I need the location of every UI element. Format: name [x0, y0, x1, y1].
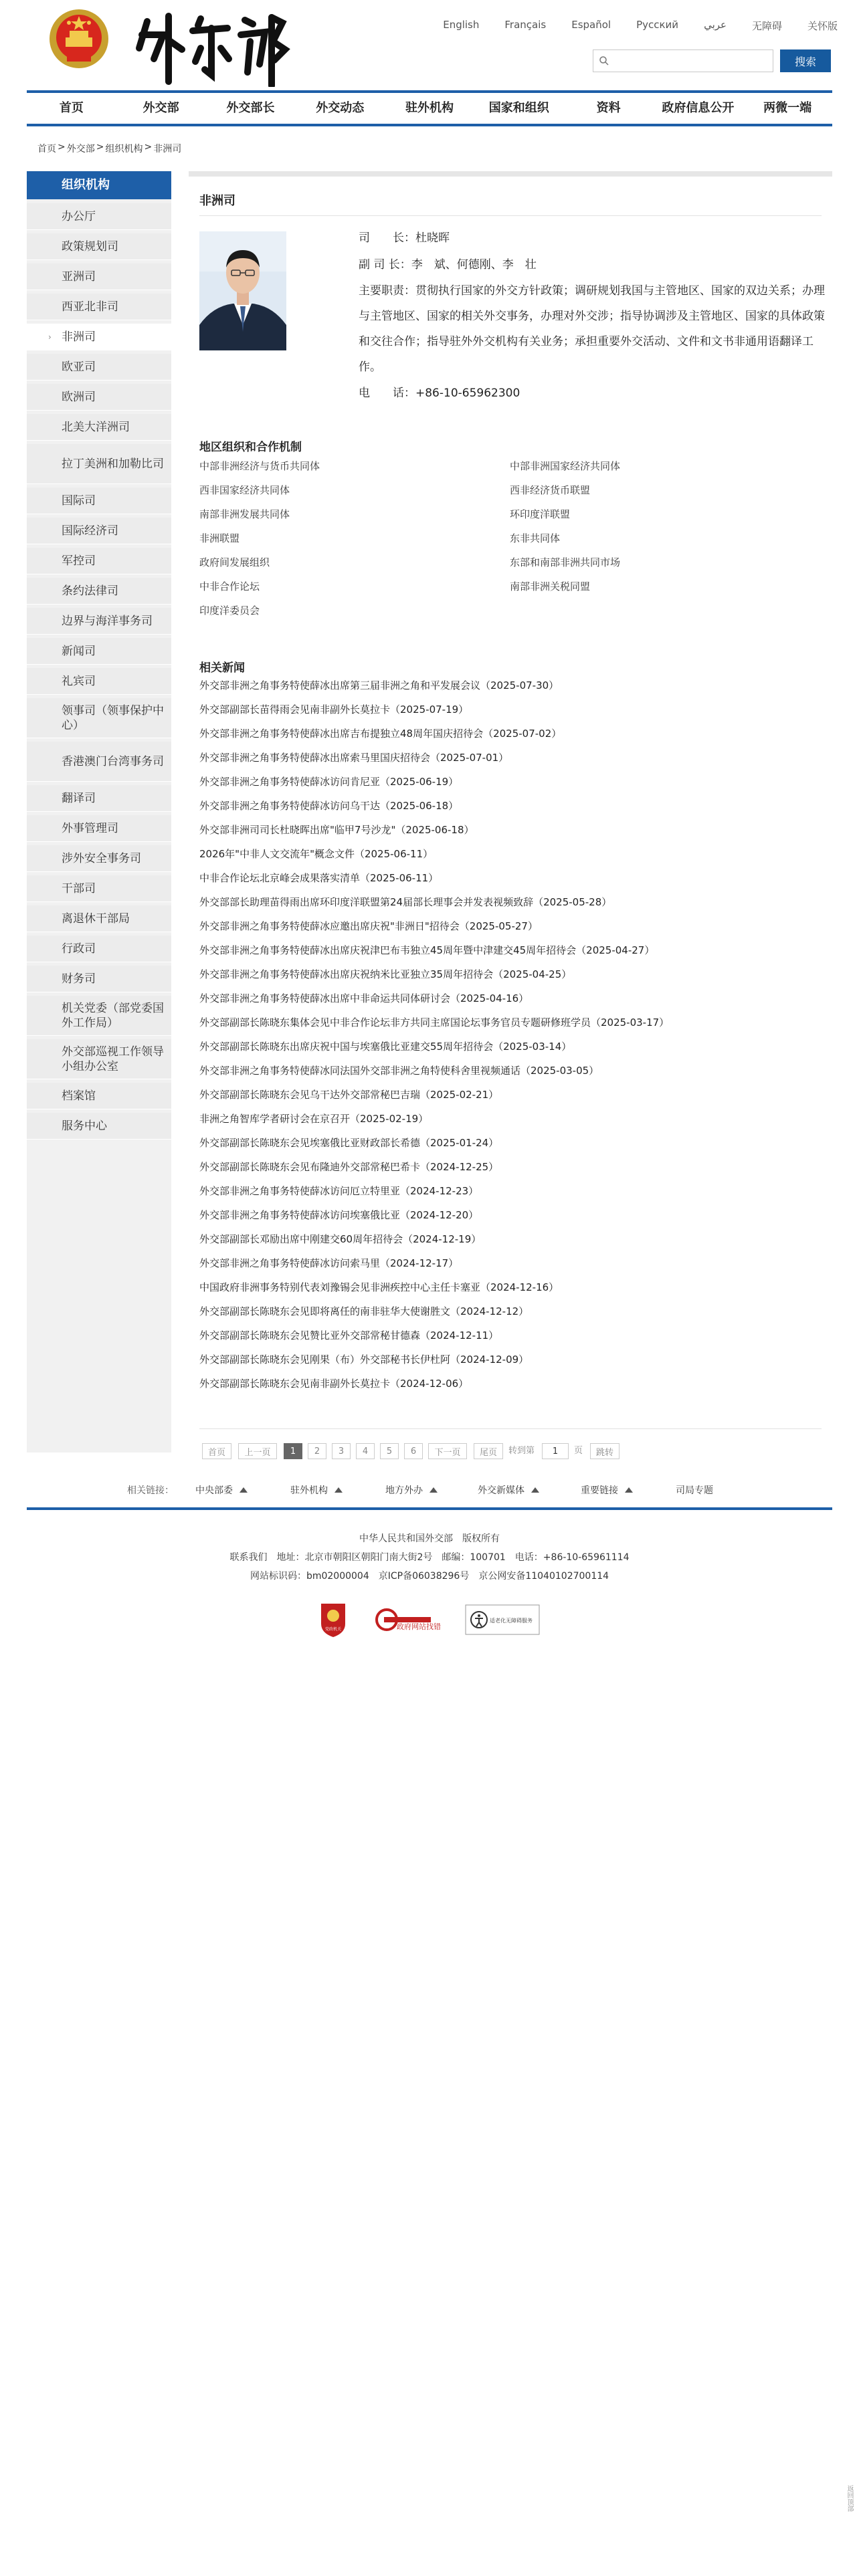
sidebar-item-label: 条约法律司 [62, 584, 118, 598]
breadcrumb-current[interactable]: 非洲司 [153, 144, 182, 154]
news-item[interactable]: 外交部非洲之角事务特使薛冰出席吉布提独立48周年国庆招待会（2025-07-02） [199, 728, 562, 740]
brand-calligraphy-logo[interactable] [134, 8, 294, 87]
pager-goto-label: 转到第 [508, 1446, 535, 1456]
news-item[interactable]: 外交部非洲之角事务特使薛冰出席庆祝纳米比亚独立35周年招待会（2025-04-25） [199, 968, 572, 980]
org-link[interactable]: 印度洋委员会 [199, 605, 260, 617]
news-item[interactable]: 外交部副部长陈晓东会见埃塞俄比亚财政部长希德（2025-01-24） [199, 1137, 499, 1149]
breadcrumb-separator: > [144, 142, 153, 152]
sidebar-item[interactable] [27, 742, 171, 782]
sidebar-item[interactable] [27, 444, 171, 484]
sidebar-item-label: 外交部巡视工作领导小组办公室 [62, 1045, 164, 1073]
sidebar-item-label: 亚洲司 [62, 270, 96, 284]
sidebar-item-label: 干部司 [62, 881, 96, 895]
news-item[interactable]: 中国政府非洲事务特别代表刘豫锡会见非洲疾控中心主任卡塞亚（2024-12-16） [199, 1281, 559, 1293]
lang-elderly-mode[interactable]: 关怀版 [807, 20, 838, 32]
sidebar-item-label: 欧亚司 [62, 360, 96, 374]
nav-countries-organizations[interactable]: 国家和组织 [488, 101, 549, 115]
search-input[interactable] [613, 53, 770, 69]
sidebar-item-label: 机关党委（部党委国外工作局） [62, 1001, 164, 1030]
pager-page[interactable]: 1 [284, 1443, 302, 1459]
pager-page-unit: 页 [574, 1446, 583, 1456]
badge-text: 党政机关 [324, 1627, 342, 1632]
news-item[interactable]: 外交部副部长陈晓东会见即将离任的南非驻华大使谢胜文（2024-12-12） [199, 1305, 529, 1317]
sidebar-item[interactable] [27, 608, 171, 635]
sidebar-item[interactable] [27, 905, 171, 932]
news-item[interactable]: 外交部副部长陈晓东会见赞比亚外交部常秘甘德森（2024-12-11） [199, 1329, 499, 1341]
sidebar-item[interactable] [27, 488, 171, 514]
footer-badges [317, 1601, 545, 1638]
link-important[interactable] [581, 1483, 633, 1497]
site-header [0, 0, 859, 87]
sidebar-item[interactable] [27, 668, 171, 695]
sidebar-item-label: 翻译司 [62, 791, 96, 805]
sidebar-item[interactable] [27, 324, 171, 350]
sidebar-item-label: 财务司 [62, 972, 96, 986]
org-link[interactable]: 中部非洲经济与货币共同体 [199, 460, 320, 472]
content-top-bar [189, 171, 832, 177]
nav-home[interactable]: 首页 [59, 101, 84, 115]
lang-english[interactable]: English [443, 19, 480, 31]
link-central-ministries[interactable] [195, 1483, 248, 1497]
sidebar-item[interactable] [27, 785, 171, 812]
org-link[interactable]: 南部非洲发展共同体 [199, 508, 290, 520]
nav-ministry[interactable]: 外交部 [142, 101, 179, 115]
lang-spanish[interactable]: Español [571, 19, 611, 31]
pagination [199, 1428, 822, 1458]
sidebar-item[interactable] [27, 203, 171, 230]
gov-website-error-report-icon[interactable] [373, 1605, 443, 1634]
org-link[interactable]: 西非国家经济共同体 [199, 484, 290, 496]
caret-up-icon [531, 1487, 539, 1493]
sidebar-item[interactable] [27, 1039, 171, 1079]
caret-up-icon [240, 1487, 248, 1493]
nav-missions-abroad[interactable]: 驻外机构 [405, 101, 454, 115]
news-item[interactable]: 外交部非洲之角事务特使薛冰出席中非命运共同体研讨会（2025-04-16） [199, 992, 529, 1004]
sidebar-item-label: 北美大洋洲司 [62, 420, 130, 434]
news-item[interactable]: 外交部副部长陈晓东集体会见中非合作论坛非方共同主席国论坛事务官员专题研修班学员（2025-03-17） [199, 1016, 670, 1029]
sidebar [27, 171, 171, 1453]
sidebar-item-label: 涉外安全事务司 [62, 851, 141, 865]
lang-arabic[interactable]: عربي [704, 19, 727, 31]
link-label: 重要链接 [581, 1485, 618, 1496]
director-row [359, 225, 827, 251]
deputy-names: 李 斌、何德刚、李 壮 [411, 258, 537, 272]
party-government-badge-icon[interactable] [321, 1604, 345, 1637]
caret-up-icon [335, 1487, 343, 1493]
sidebar-item[interactable] [27, 936, 171, 962]
sidebar-item-label: 档案馆 [62, 1089, 96, 1103]
chevron-right-icon: › [48, 332, 52, 342]
deputy-label: 副 司 长： [359, 258, 411, 272]
accessibility-service-icon[interactable] [466, 1605, 539, 1634]
search-bar [593, 49, 831, 72]
news-section-title: 相关新闻 [199, 661, 245, 675]
link-missions-abroad[interactable] [290, 1483, 343, 1497]
link-label: 外交新媒体 [478, 1485, 524, 1496]
main-nav [27, 90, 832, 126]
pager-go-button[interactable]: 跳转 [590, 1443, 619, 1459]
pager-page[interactable]: 5 [380, 1443, 399, 1459]
breadcrumb-ministry[interactable]: 外交部 [66, 144, 95, 154]
org-link[interactable]: 西非经济货币联盟 [510, 484, 591, 496]
duties-label: 主要职责： [359, 284, 415, 298]
org-link[interactable]: 东非共同体 [510, 532, 561, 544]
news-item[interactable]: 外交部非洲之角事务特使薛冰访问厄立特里亚（2024-12-23） [199, 1185, 479, 1197]
sidebar-item[interactable] [27, 233, 171, 260]
pagination-divider [199, 1428, 822, 1429]
search-box [593, 49, 773, 72]
news-item[interactable]: 外交部副部长邓励出席中刚建交60周年招待会（2024-12-19） [199, 1233, 482, 1245]
news-item[interactable]: 外交部非洲之角事务特使薛冰同法国外交部非洲之角特使科舍里视频通话（2025-03-05） [199, 1065, 599, 1077]
sidebar-item-label: 礼宾司 [62, 674, 96, 688]
news-item[interactable]: 中非合作论坛北京峰会成果落实清单（2025-06-11） [199, 872, 439, 884]
director-name: 杜晓晖 [415, 231, 450, 245]
duties-row [359, 278, 827, 380]
sidebar-item[interactable] [27, 384, 171, 411]
sidebar-item[interactable] [27, 354, 171, 381]
sidebar-item[interactable] [27, 996, 171, 1036]
org-link[interactable]: 中非合作论坛 [199, 580, 260, 593]
department-info [359, 225, 827, 407]
sidebar-item[interactable] [27, 875, 171, 902]
sidebar-item[interactable] [27, 578, 171, 605]
nav-resources[interactable]: 资料 [596, 101, 621, 115]
news-item[interactable]: 外交部非洲司司长杜晓晖出席"临甲7号沙龙"（2025-06-18） [199, 824, 474, 836]
related-links-bar [27, 1471, 832, 1510]
badge-text: 适老化无障碍服务 [490, 1618, 533, 1624]
sidebar-item[interactable] [27, 698, 171, 738]
deputy-row [359, 251, 827, 278]
director-photo [199, 231, 286, 350]
national-emblem-icon[interactable] [47, 7, 111, 71]
sidebar-item[interactable] [27, 294, 171, 320]
pager-goto-input[interactable]: 1 [542, 1443, 569, 1459]
sidebar-item-label: 香港澳门台湾事务司 [62, 754, 164, 768]
news-item[interactable]: 外交部非洲之角事务特使薛冰出席第三届非洲之角和平发展会议（2025-07-30） [199, 679, 559, 691]
pager-first[interactable]: 首页 [202, 1443, 231, 1459]
sidebar-item[interactable] [27, 518, 171, 544]
search-icon [599, 56, 609, 66]
link-local-foreign-affairs[interactable] [385, 1483, 438, 1497]
sidebar-item-label: 西亚北非司 [62, 300, 118, 314]
news-item[interactable]: 外交部非洲之角事务特使薛冰出席庆祝津巴布韦独立45周年暨中津建交45周年招待会（2025-04-27） [199, 944, 655, 956]
news-item[interactable]: 外交部非洲之角事务特使薛冰访问埃塞俄比亚（2024-12-20） [199, 1209, 479, 1221]
sidebar-item-label: 军控司 [62, 554, 96, 568]
nav-minister[interactable]: 外交部长 [226, 101, 275, 115]
news-item[interactable]: 外交部非洲之角事务特使薛冰访问索马里（2024-12-17） [199, 1257, 459, 1269]
news-item[interactable]: 外交部副部长陈晓东会见南非副外长莫拉卡（2024-12-06） [199, 1378, 469, 1390]
link-label: 地方外办 [385, 1485, 423, 1496]
sidebar-item[interactable] [27, 638, 171, 665]
sidebar-item-label: 领事司（领事保护中心） [62, 704, 164, 732]
sidebar-item-label: 国际经济司 [62, 524, 118, 538]
footer-registration: 网站标识码：bm02000004 京ICP备06038296号 京公网安备11040102700114 [250, 1571, 609, 1582]
sidebar-item-label: 国际司 [62, 494, 96, 508]
pager-page[interactable]: 4 [356, 1443, 375, 1459]
related-links-label: 相关链接： [127, 1485, 174, 1496]
news-item[interactable]: 非洲之角智库学者研讨会在京召开（2025-02-19） [199, 1113, 429, 1125]
sidebar-item-label: 欧洲司 [62, 390, 96, 404]
breadcrumb-organization[interactable]: 组织机构 [105, 144, 143, 154]
footer-contact: 联系我们 地址：北京市朝阳区朝阳门南大街2号 邮编：100701 电话：+86-10-65961114 [229, 1552, 630, 1563]
news-item[interactable]: 外交部非洲之角事务特使薛冰访问肯尼亚（2025-06-19） [199, 776, 459, 788]
language-switcher [417, 19, 838, 33]
phone-label: 电 话： [359, 387, 415, 400]
news-item[interactable]: 外交部非洲之角事务特使薛冰访问乌干达（2025-06-18） [199, 800, 459, 812]
sidebar-item-label: 外事管理司 [62, 821, 118, 835]
search-button[interactable]: 搜索 [780, 49, 831, 72]
org-link[interactable]: 非洲联盟 [199, 532, 240, 544]
sidebar-item-label: 服务中心 [62, 1119, 107, 1133]
badge-text: 政府网站找错 [397, 1622, 441, 1631]
sidebar-item[interactable] [27, 1083, 171, 1109]
breadcrumb-home[interactable]: 首页 [37, 144, 56, 154]
org-link[interactable]: 中部非洲国家经济共同体 [510, 460, 621, 472]
news-item[interactable]: 外交部副部长陈晓东会见刚果（布）外交部秘书长伊杜阿（2024-12-09） [199, 1354, 529, 1366]
news-item[interactable]: 外交部副部长陈晓东出席庆祝中国与埃塞俄比亚建交55周年招待会（2025-03-14） [199, 1041, 572, 1053]
title-divider [199, 215, 822, 216]
news-item[interactable]: 外交部部长助理苗得雨出席环印度洋联盟第24届部长理事会并发表视频致辞（2025-05-28） [199, 896, 612, 908]
pager-page[interactable]: 2 [308, 1443, 326, 1459]
news-item[interactable]: 外交部非洲之角事务特使薛冰出席索马里国庆招待会（2025-07-01） [199, 752, 509, 764]
orgs-section-title: 地区组织和合作机制 [199, 441, 302, 454]
sidebar-item-label: 非洲司 [62, 330, 96, 344]
lang-french[interactable]: Français [504, 19, 547, 31]
sidebar-item-label: 办公厅 [62, 209, 96, 223]
sidebar-item[interactable] [27, 1113, 171, 1140]
caret-up-icon [430, 1487, 438, 1493]
org-link[interactable]: 政府间发展组织 [199, 556, 270, 568]
pager-prev[interactable]: 上一页 [238, 1443, 277, 1459]
news-item[interactable]: 外交部副部长陈晓东会见乌干达外交部常秘巴吉瑞（2025-02-21） [199, 1089, 499, 1101]
sidebar-item[interactable] [27, 845, 171, 872]
sidebar-item-label: 边界与海洋事务司 [62, 614, 153, 628]
sidebar-heading: 组织机构 [27, 171, 171, 199]
page-title: 非洲司 [199, 194, 235, 208]
news-item[interactable]: 外交部副部长苗得雨会见南非副外长莫拉卡（2025-07-19） [199, 704, 469, 716]
phone-row [359, 380, 827, 407]
news-item[interactable]: 外交部非洲之角事务特使薛冰应邀出席庆祝"非洲日"招待会（2025-05-27） [199, 920, 538, 932]
link-department-topics[interactable] [676, 1483, 713, 1497]
pager-next[interactable]: 下一页 [428, 1443, 467, 1459]
caret-up-icon [625, 1487, 633, 1493]
footer-copyright: 中华人民共和国外交部 版权所有 [359, 1533, 500, 1544]
sidebar-item[interactable] [27, 548, 171, 574]
sidebar-item[interactable] [27, 815, 171, 842]
pager-last[interactable]: 尾页 [474, 1443, 503, 1459]
breadcrumb-separator: > [58, 142, 66, 152]
director-label: 司 长： [359, 231, 415, 245]
back-to-top[interactable]: 返回顶部 [846, 2485, 853, 2512]
nav-social-media[interactable]: 两微一端 [763, 101, 812, 115]
news-item[interactable]: 外交部副部长陈晓东会见布隆迪外交部常秘巴希卡（2024-12-25） [199, 1161, 499, 1173]
nav-diplomatic-news[interactable]: 外交动态 [316, 101, 365, 115]
breadcrumb-separator: > [96, 142, 104, 152]
lang-russian[interactable]: Русский [636, 19, 679, 31]
sidebar-item-label: 拉丁美洲和加勒比司 [62, 457, 164, 471]
org-link[interactable]: 南部非洲关税同盟 [510, 580, 591, 593]
org-link[interactable]: 东部和南部非洲共同市场 [510, 556, 621, 568]
link-label: 驻外机构 [290, 1485, 328, 1496]
duties-text: 贯彻执行国家的外交方针政策；调研规划我国与主管地区、国家的双边关系；办理与主管地区、国家的相关外交事务，办理对外交涉；指导协调涉及主管地区、国家的具体政策和交往合作；指导驻外外交机构有关业务；承担重要外交活动、文件和文书非通用语翻译工作。 [359, 284, 825, 374]
pager-page[interactable]: 3 [332, 1443, 351, 1459]
sidebar-item[interactable] [27, 263, 171, 290]
pager-page[interactable]: 6 [404, 1443, 423, 1459]
sidebar-item-label: 新闻司 [62, 644, 96, 658]
sidebar-item-label: 离退休干部局 [62, 911, 130, 926]
link-label: 中央部委 [195, 1485, 233, 1496]
news-item[interactable]: 2026年"中非人文交流年"概念文件（2025-06-11） [199, 848, 434, 860]
link-new-media[interactable] [478, 1483, 539, 1497]
sidebar-item-label: 政策规划司 [62, 239, 118, 253]
org-link[interactable]: 环印度洋联盟 [510, 508, 571, 520]
sidebar-item[interactable] [27, 414, 171, 441]
lang-accessibility[interactable]: 无障碍 [751, 20, 782, 32]
phone-number: +86-10-65962300 [415, 387, 520, 400]
sidebar-item-label: 行政司 [62, 942, 96, 956]
link-label: 司局专题 [676, 1485, 713, 1496]
sidebar-item[interactable] [27, 966, 171, 992]
nav-government-info[interactable]: 政府信息公开 [662, 101, 735, 115]
breadcrumb [37, 142, 181, 155]
